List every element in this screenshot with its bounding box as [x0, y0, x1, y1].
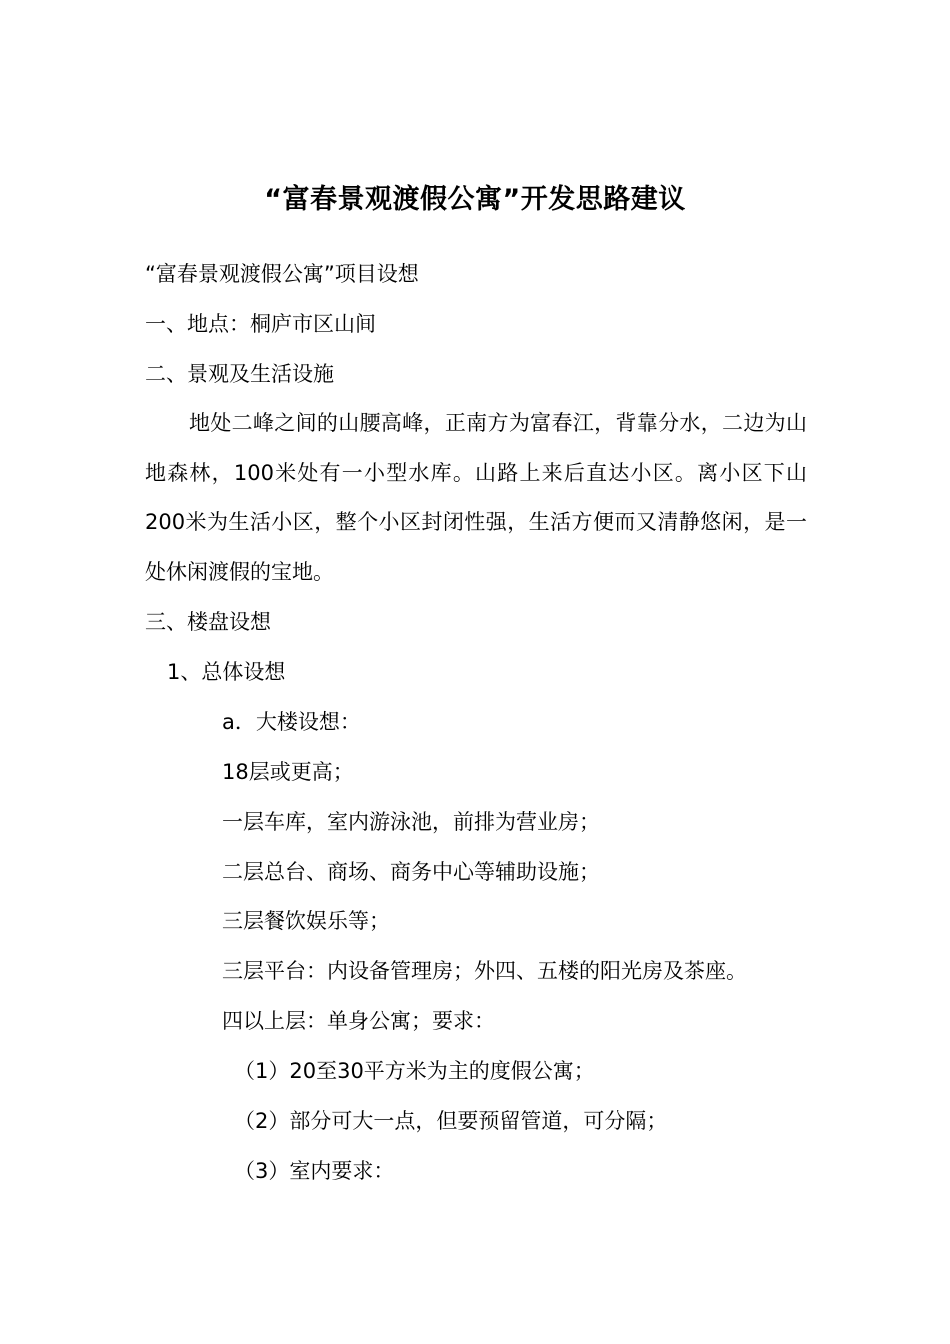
section-landscape-heading: 二、景观及生活设施: [145, 362, 334, 386]
requirement-item-1: （1）20至30平方米为主的度假公寓；: [234, 1059, 595, 1083]
building-item-upper-floors: 四以上层：单身公寓；要求：: [222, 1009, 495, 1033]
requirement-item-3: （3）室内要求：: [234, 1159, 395, 1183]
building-item-floor1: 一层车库，室内游泳池，前排为营业房；: [222, 810, 600, 834]
section-building-heading: 三、楼盘设想: [145, 610, 271, 634]
landscape-paragraph: 地处二峰之间的山腰高峰，正南方为富春江，背靠分水，二边为山地森林，100米处有一小型水库。山路上来后直达小区。离小区下山200米为生活小区，整个小区封闭性强，生活方便而又清静悠闲，是一处休闲渡假的宝地。: [145, 411, 807, 584]
section-location: 一、地点：桐庐市区山间: [145, 312, 376, 336]
requirement-item-2: （2）部分可大一点，但要预留管道，可分隔；: [234, 1109, 668, 1133]
building-item-floors: 18层或更高；: [222, 760, 354, 784]
document-title: “富春景观渡假公寓”开发思路建议: [264, 184, 686, 215]
building-plan-heading: a．大楼设想：: [222, 710, 361, 734]
project-subtitle: “富春景观渡假公寓”项目设想: [145, 262, 419, 286]
overall-plan-heading: 1、总体设想: [167, 660, 286, 684]
building-item-floor2: 二层总台、商场、商务中心等辅助设施；: [222, 860, 600, 884]
building-item-floor3: 三层餐饮娱乐等；: [222, 909, 390, 933]
building-item-platform: 三层平台：内设备管理房；外四、五楼的阳光房及茶座。: [222, 959, 747, 983]
